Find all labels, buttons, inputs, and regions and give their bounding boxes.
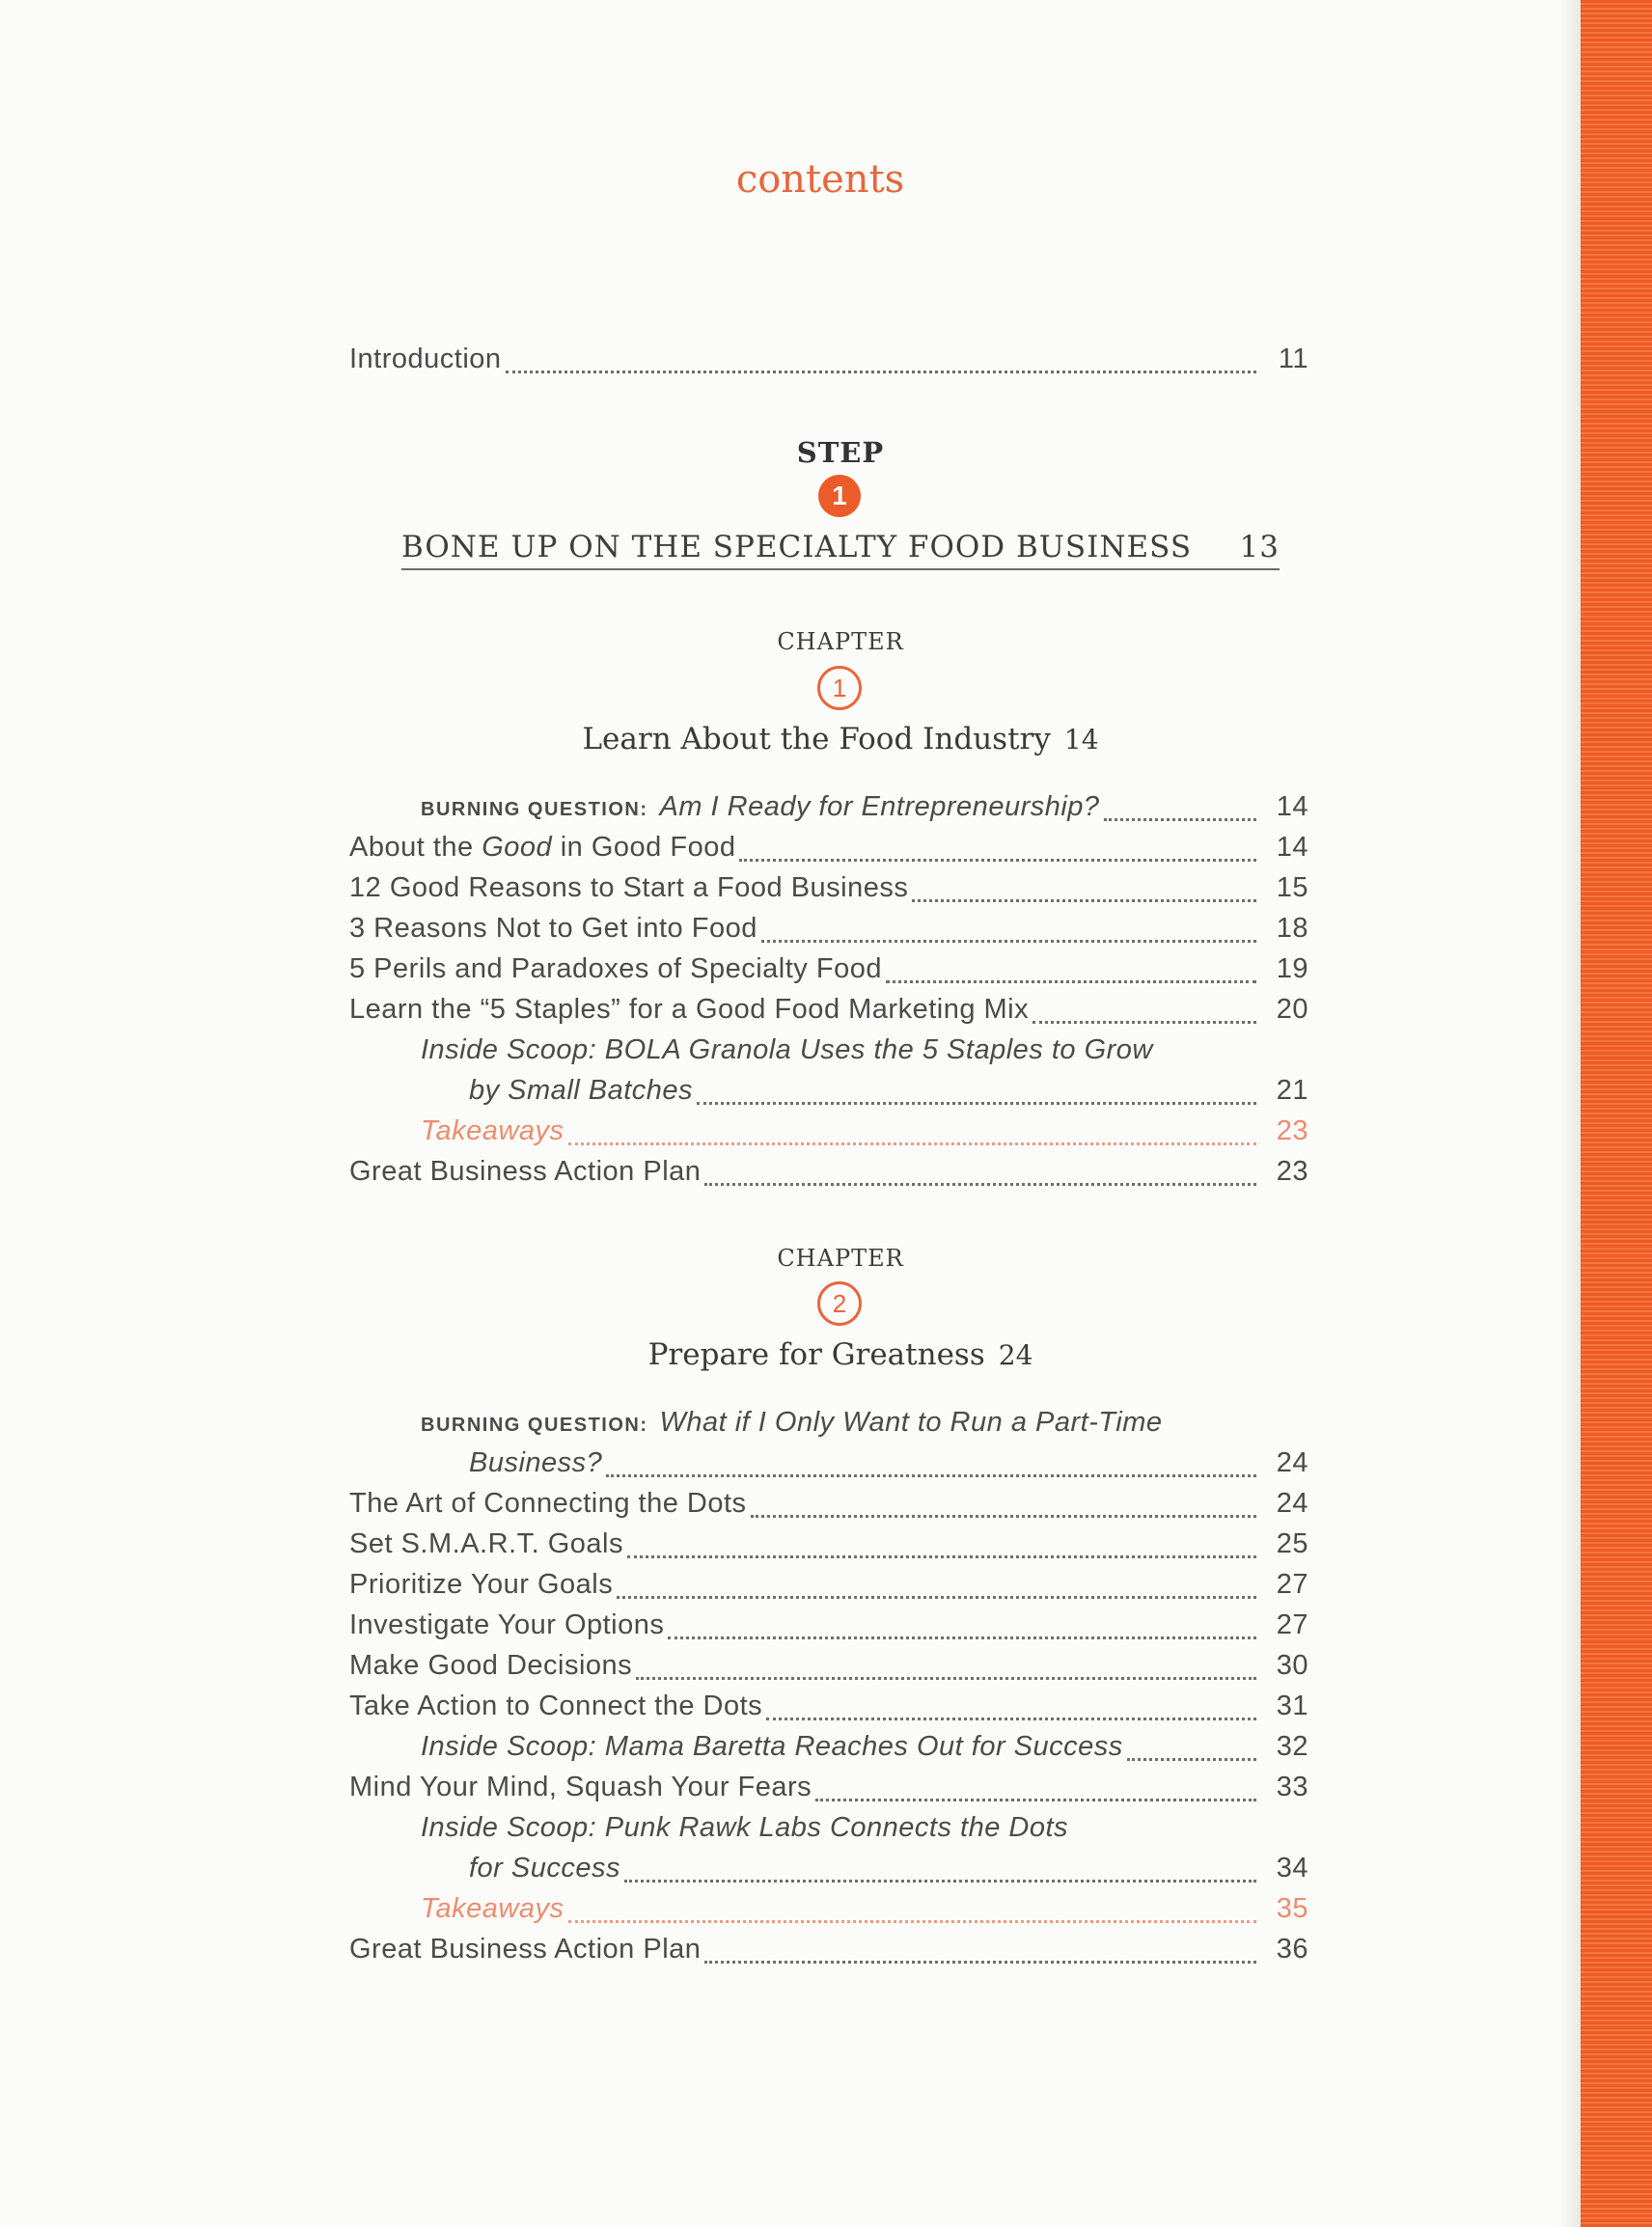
chapter-number-badge: 1	[817, 666, 862, 710]
dot-leader	[1104, 818, 1256, 821]
dot-leader	[912, 899, 1256, 902]
dot-leader	[568, 1920, 1256, 1923]
entry-title: 12 Good Reasons to Start a Food Business	[349, 872, 909, 903]
entry-title: Learn the “5 Staples” for a Good Food Marketing Mix	[349, 994, 1030, 1025]
entry-title: Set S.M.A.R.T. Goals	[349, 1528, 623, 1559]
toc-entry-inside-scoop[interactable]	[421, 1731, 1308, 1770]
dot-leader	[668, 1636, 1256, 1639]
entry-title: 5 Perils and Paradoxes of Specialty Food	[349, 953, 882, 984]
chapter-page-number: 24	[998, 1339, 1033, 1371]
step-page-number: 13	[1239, 530, 1280, 564]
page-number: 20	[1276, 994, 1308, 1025]
page-number: 18	[1276, 913, 1308, 944]
dot-leader	[568, 1142, 1256, 1145]
dot-leader	[704, 1183, 1256, 1186]
toc-entry-takeaways[interactable]	[421, 1893, 1308, 1932]
dot-leader	[506, 371, 1256, 373]
toc-entry[interactable]	[349, 1569, 1308, 1608]
entry-title: Make Good Decisions	[349, 1650, 633, 1681]
page-number: 27	[1276, 1569, 1308, 1600]
page-number: 23	[1276, 1115, 1308, 1146]
orange-page-edge	[1581, 0, 1652, 2227]
dot-leader	[815, 1799, 1256, 1801]
chapter-page-number: 14	[1063, 724, 1099, 756]
chapter-number-badge: 2	[817, 1281, 862, 1326]
toc-entry-inside-scoop-line1[interactable]: Inside Scoop: BOLA Granola Uses the 5 Staples to Grow	[421, 1034, 1153, 1065]
toc-entry[interactable]	[349, 872, 1308, 911]
toc-entry[interactable]	[349, 953, 1308, 992]
page-number: 27	[1276, 1609, 1308, 1640]
entry-title-part: in Good Food	[552, 832, 736, 863]
page-number: 14	[1276, 791, 1308, 822]
page-number: 15	[1276, 872, 1308, 903]
dot-leader	[636, 1677, 1256, 1680]
dot-leader	[766, 1718, 1256, 1720]
toc-entry-takeaways[interactable]	[421, 1115, 1308, 1154]
dot-leader	[624, 1880, 1256, 1883]
page-edge-shadow	[1559, 0, 1581, 2227]
page-number: 33	[1276, 1772, 1308, 1802]
entry-title: 3 Reasons Not to Get into Food	[349, 913, 757, 944]
entry-title: Introduction	[349, 344, 502, 374]
toc-entry[interactable]	[349, 1609, 1308, 1648]
toc-entry-introduction[interactable]	[349, 344, 1308, 382]
dot-leader	[704, 1961, 1256, 1964]
dot-leader	[1127, 1758, 1256, 1761]
page-number: 19	[1276, 953, 1308, 984]
entry-title: Business?	[469, 1447, 603, 1478]
toc-entry[interactable]	[349, 1488, 1308, 1526]
entry-title: What if I Only Want to Run a Part-Time	[659, 1407, 1163, 1438]
dot-leader	[761, 940, 1256, 943]
page-number: 30	[1276, 1650, 1308, 1681]
entry-title: Takeaways	[421, 1115, 564, 1146]
toc-entry[interactable]	[349, 1650, 1308, 1689]
page-number: 24	[1276, 1447, 1308, 1478]
toc-entry[interactable]	[349, 1934, 1308, 1972]
toc-entry[interactable]	[349, 832, 1308, 870]
dot-leader	[739, 859, 1256, 862]
toc-entry-burning-question[interactable]	[469, 1447, 1308, 1486]
page-number: 31	[1276, 1691, 1308, 1721]
burning-question-label: BURNING QUESTION:	[421, 1415, 648, 1436]
page-number: 11	[1278, 344, 1308, 374]
dot-leader	[751, 1515, 1256, 1518]
step-label: STEP	[796, 436, 885, 469]
toc-entry[interactable]	[349, 1156, 1308, 1195]
dot-leader	[606, 1474, 1256, 1477]
page-number: 36	[1276, 1934, 1308, 1965]
dot-leader	[697, 1102, 1256, 1105]
entry-title: for Success	[469, 1853, 620, 1883]
page-number: 25	[1276, 1528, 1308, 1559]
entry-title: Mind Your Mind, Squash Your Fears	[349, 1772, 812, 1802]
step-number-badge: 1	[818, 475, 861, 517]
burning-question-label: BURNING QUESTION:	[421, 799, 648, 820]
entry-title: Great Business Action Plan	[349, 1156, 702, 1187]
page-number: 14	[1276, 832, 1308, 863]
toc-entry[interactable]	[349, 994, 1308, 1032]
chapter-title[interactable]	[0, 722, 1652, 756]
page-number: 32	[1276, 1731, 1308, 1762]
entry-title-emphasis: Good	[482, 832, 553, 863]
toc-entry[interactable]	[349, 1528, 1308, 1567]
toc-entry-burning-question[interactable]	[421, 791, 1308, 830]
toc-entry-inside-scoop[interactable]	[469, 1075, 1308, 1114]
page-number: 34	[1276, 1853, 1308, 1883]
chapter-label: CHAPTER	[777, 1245, 904, 1272]
contents-heading: contents	[735, 157, 905, 202]
dot-leader	[617, 1596, 1256, 1599]
page-number: 23	[1276, 1156, 1308, 1187]
entry-title: Prioritize Your Goals	[349, 1569, 614, 1600]
page-number: 35	[1276, 1893, 1308, 1924]
toc-entry-inside-scoop-line1[interactable]: Inside Scoop: Punk Rawk Labs Connects the Dots	[421, 1812, 1069, 1843]
entry-title: Great Business Action Plan	[349, 1934, 702, 1965]
chapter-title-text: Prepare for Greatness	[647, 1337, 985, 1372]
chapter-title-text: Learn About the Food Industry	[582, 722, 1051, 756]
entry-title: by Small Batches	[469, 1075, 694, 1106]
step-title-text: BONE UP ON THE SPECIALTY FOOD BUSINESS	[401, 530, 1193, 564]
entry-title: Inside Scoop: Mama Baretta Reaches Out for Success	[421, 1731, 1123, 1762]
toc-entry-burning-question-line1[interactable]	[421, 1407, 1163, 1439]
entry-title: The Art of Connecting the Dots	[349, 1488, 747, 1519]
entry-title: Am I Ready for Entrepreneurship?	[659, 791, 1100, 822]
dot-leader	[627, 1555, 1256, 1558]
entry-title: Take Action to Connect the Dots	[349, 1691, 763, 1721]
dot-leader	[1032, 1021, 1256, 1024]
entry-title: Investigate Your Options	[349, 1609, 665, 1640]
toc-entry-inside-scoop[interactable]	[469, 1853, 1308, 1891]
toc-entry[interactable]	[349, 913, 1308, 951]
entry-title-part: About the	[349, 832, 482, 863]
toc-entry[interactable]	[349, 1691, 1308, 1729]
step-title[interactable]	[401, 530, 1280, 570]
chapter-label: CHAPTER	[777, 628, 904, 655]
entry-title: Takeaways	[421, 1893, 564, 1924]
dot-leader	[886, 980, 1256, 983]
page-number: 21	[1276, 1075, 1308, 1106]
chapter-title[interactable]	[0, 1337, 1652, 1372]
page-number: 24	[1276, 1488, 1308, 1519]
toc-entry[interactable]	[349, 1772, 1308, 1810]
